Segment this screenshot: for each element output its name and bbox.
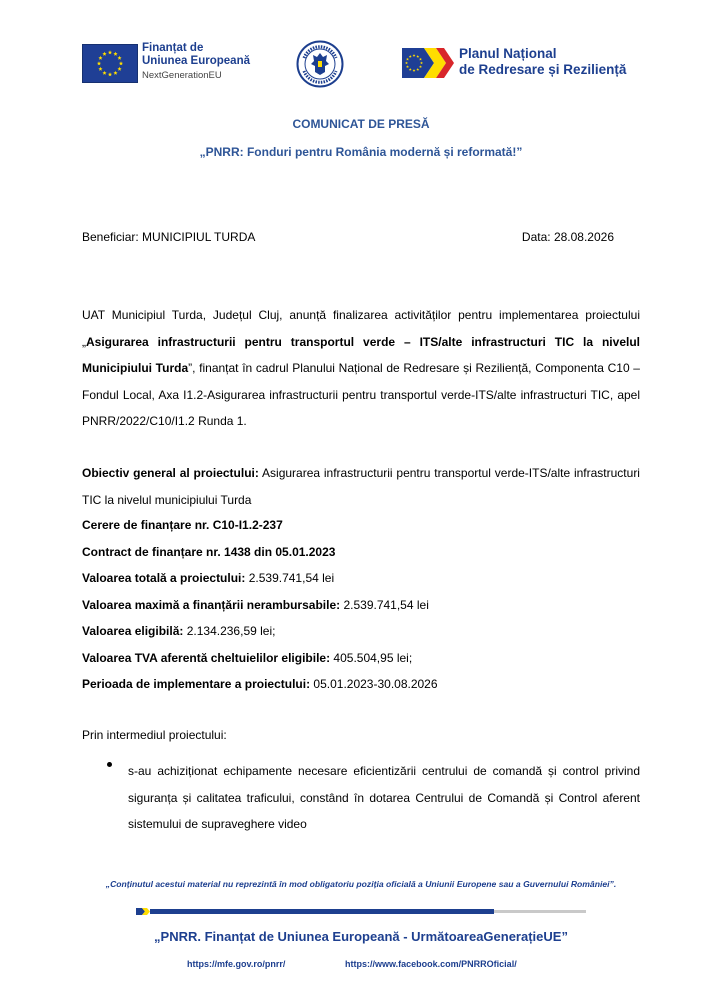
document-subheading: „PNRR: Fonduri pentru România modernă și reformată!”: [199, 145, 523, 159]
detail-total-value: [82, 565, 640, 592]
detail-application: [82, 512, 640, 539]
eu-star-icon: [113, 52, 117, 56]
detail-label: Valoarea TVA aferentă cheltuielilor eligibile:: [82, 650, 331, 665]
footer-link-mfe[interactable]: https://mfe.gov.ro/pnrr/: [187, 959, 286, 969]
eu-star-icon: [108, 72, 112, 76]
bullet-item: s-au achiziționat echipamente necesare eficientizării centrului de comandă și control privind siguranța și calitatea traficului, constând în dotarea Centrului de Comandă și Control aferent sistemului de supraveghere video: [128, 764, 640, 831]
eu-star-icon: [108, 50, 112, 54]
objective-label: Obiectiv general al proiectului:: [82, 466, 259, 480]
eu-star-icon: [117, 56, 121, 60]
beneficiary-row: [82, 230, 640, 244]
detail-value: 2.539.741,54 lei: [340, 597, 429, 612]
detail-label: Contract de finanțare nr. 1438 din 05.01.2023: [82, 544, 336, 559]
eu-star-icon: [102, 52, 106, 56]
detail-eligible-value: [82, 618, 640, 645]
detail-value: 05.01.2023-30.08.2026: [310, 677, 438, 691]
document-heading: COMUNICAT DE PRESĂ: [292, 117, 430, 131]
date-text: Data: 28.08.2026: [521, 230, 614, 244]
eu-star-icon: [98, 67, 102, 71]
romanian-government-seal-icon: [296, 40, 344, 88]
beneficiary-text: Beneficiar: MUNICIPIUL TURDA: [82, 230, 256, 244]
bullet-icon: [107, 762, 112, 767]
eu-flag-icon: [82, 44, 138, 83]
detail-value: 405.504,95 lei;: [330, 650, 413, 665]
objective-value: Asigurarea infrastructurii pentru transportul verde-ITS/alte infrastructuri TIC la nivelul municipiului Turda: [82, 466, 640, 507]
footer-link-facebook[interactable]: https://www.facebook.com/PNRROficial/: [345, 959, 517, 969]
eu-logo-line2: Uniunea Europeană: [142, 55, 250, 67]
intro-part1: UAT Municipiul Turda, Județul Cluj, anunță finalizarea activităților pentru implementarea proiectului „: [82, 308, 640, 349]
footer-bar-blue: [150, 909, 494, 914]
project-name: Asigurarea infrastructurii pentru transportul verde – ITS/alte infrastructuri TIC la nivelul Municipiului Turda: [82, 334, 640, 375]
eu-funding-logo-text: [142, 42, 250, 82]
footer-disclaimer: „Conținutul acestui material nu reprezintă în mod obligatoriu poziția oficială a Uniunii Europene sau a Guvernului României”.: [105, 879, 617, 889]
detail-label: Perioada de implementare a proiectului:: [82, 677, 311, 691]
eu-star-icon: [113, 71, 117, 75]
detail-label: Valoarea totală a proiectului:: [82, 571, 246, 585]
eu-star-icon: [98, 56, 102, 60]
eu-logo-line1: Finanțat de: [142, 42, 204, 54]
through-project-label: Prin intermediul proiectului:: [82, 728, 227, 742]
detail-value: 2.539.741,54 lei: [245, 571, 335, 585]
detail-period: [82, 671, 640, 698]
detail-label: Valoarea maximă a finanțării nerambursabile:: [82, 597, 341, 612]
eu-logo-line3: NextGenerationEU: [142, 70, 222, 81]
detail-label: Cerere de finanțare nr. C10-I1.2-237: [82, 518, 283, 532]
detail-vat: [82, 645, 640, 672]
pnrr-logo-line1: Planul Național: [459, 46, 557, 61]
detail-label: Valoarea eligibilă:: [82, 624, 184, 638]
eu-star-icon: [97, 61, 101, 65]
objective-paragraph: [82, 460, 640, 513]
pnrr-logo-line2: de Redresare și Reziliență: [459, 62, 627, 77]
eu-star-icon: [119, 61, 123, 65]
footer-color-bar: [136, 909, 586, 914]
eu-star-icon: [102, 71, 106, 75]
intro-part2: ”, finanțat în cadrul Planului Național de Redresare și Reziliență, Componenta C10 – Fondul Local, Axa I1.2-Asigurarea infrastructurii pentru transportul verde-ITS/alte infrastructuri TIC, apel PNRR/2022/C10/I1.2 Runda 1.: [82, 361, 640, 428]
pnrr-logo-text: [459, 46, 626, 78]
footer-slogan: „PNRR. Finanțat de Uniunea Europeană - UrmătoareaGenerațieUE”: [154, 929, 568, 944]
detail-max-funding: [82, 592, 640, 619]
detail-value: 2.134.236,59 lei;: [183, 624, 276, 638]
detail-contract: [82, 539, 640, 566]
pnrr-arrows-icon: [402, 46, 454, 80]
project-details: [82, 512, 640, 698]
intro-paragraph: [82, 302, 640, 435]
footer-bar-grey: [494, 910, 586, 913]
eu-star-icon: [117, 67, 121, 71]
